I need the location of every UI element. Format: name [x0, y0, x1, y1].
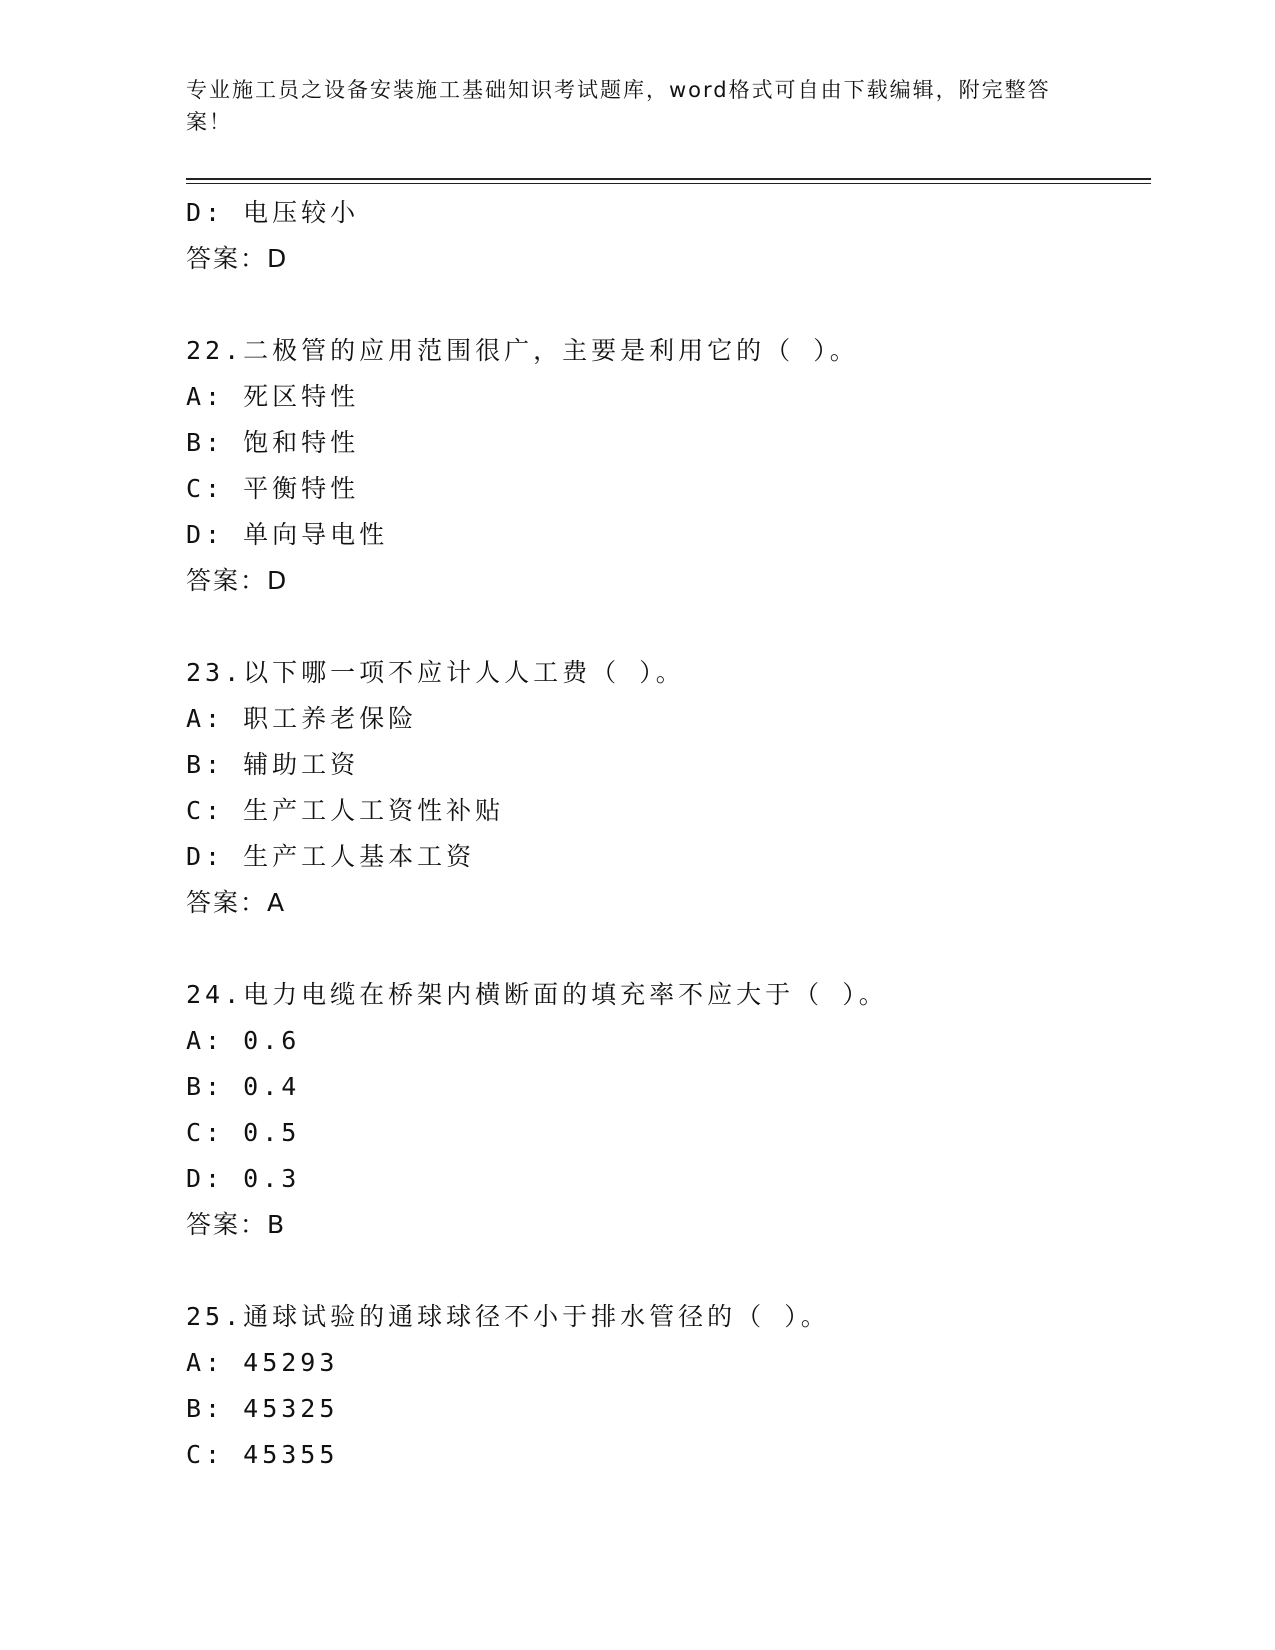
- question-23-option-c: C: 生产工人工资性补贴: [186, 796, 505, 825]
- question-25-option-c: C: 45355: [186, 1440, 339, 1469]
- question-24-option-c: C: 0.5: [186, 1118, 301, 1147]
- question-24-option-b: B: 0.4: [186, 1072, 301, 1101]
- header-rule-thick: [186, 178, 1151, 180]
- spacer: [186, 1248, 1126, 1294]
- question-22-option-b: B: 饱和特性: [186, 428, 360, 457]
- question-23-option-b: B: 辅助工资: [186, 750, 360, 779]
- question-24-answer: 答案：B: [186, 1210, 287, 1239]
- question-25-option-b: B: 45325: [186, 1394, 339, 1423]
- question-25-stem: 25.通球试验的通球球径不小于排水管径的（ ）。: [186, 1302, 830, 1331]
- spacer: [186, 926, 1126, 972]
- prev-answer: 答案：D: [186, 244, 289, 273]
- question-23-answer: 答案：A: [186, 888, 287, 917]
- spacer: [186, 604, 1126, 650]
- question-22-stem: 22.二极管的应用范围很广，主要是利用它的（ ）。: [186, 336, 859, 365]
- prev-option-d: D: 电压较小: [186, 198, 360, 227]
- question-24-option-a: A: 0.6: [186, 1026, 301, 1055]
- question-23-stem: 23.以下哪一项不应计人人工费（ ）。: [186, 658, 685, 687]
- question-24-option-d: D: 0.3: [186, 1164, 301, 1193]
- question-22-option-c: C: 平衡特性: [186, 474, 360, 503]
- question-list: [186, 190, 1126, 1478]
- question-22-option-d: D: 单向导电性: [186, 520, 389, 549]
- header-rule-thin: [186, 183, 1151, 184]
- question-23-option-a: A: 职工养老保险: [186, 704, 418, 733]
- spacer: [186, 282, 1126, 328]
- question-22-option-a: A: 死区特性: [186, 382, 360, 411]
- question-23-option-d: D: 生产工人基本工资: [186, 842, 476, 871]
- question-24-stem: 24.电力电缆在桥架内横断面的填充率不应大于（ ）。: [186, 980, 888, 1009]
- document-header: 专业施工员之设备安装施工基础知识考试题库，word格式可自由下载编辑，附完整答案！: [186, 78, 1051, 134]
- question-25-option-a: A: 45293: [186, 1348, 339, 1377]
- question-22-answer: 答案：D: [186, 566, 289, 595]
